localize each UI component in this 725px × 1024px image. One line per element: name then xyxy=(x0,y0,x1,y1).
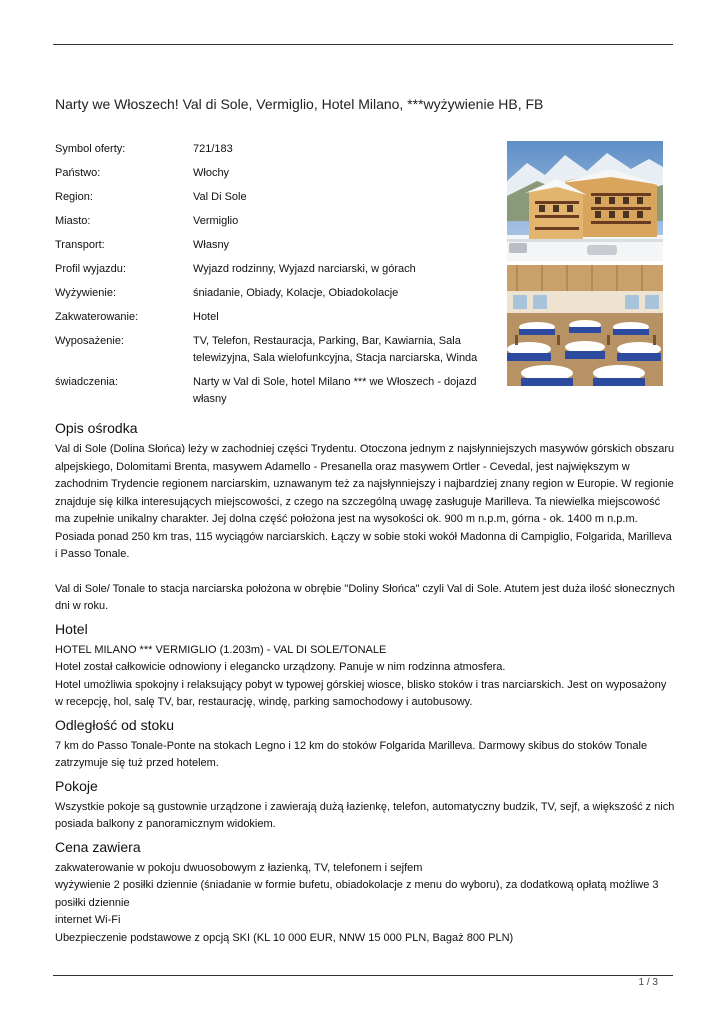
detail-label: Wyżywienie: xyxy=(55,287,117,299)
detail-label: Państwo: xyxy=(55,167,101,179)
detail-row-equipment xyxy=(55,333,485,374)
detail-label: Zakwaterowanie: xyxy=(55,311,139,323)
detail-value: Val Di Sole xyxy=(193,191,247,203)
detail-value: 721/183 xyxy=(193,143,233,155)
detail-value: śniadanie, Obiady, Kolacje, Obiadokolacje xyxy=(193,287,399,299)
price-item: zakwaterowanie w pokoju dwuosobowym z łazienką, TV, telefonem i sejfem xyxy=(55,861,423,874)
detail-row-services xyxy=(55,374,485,408)
detail-label: Transport: xyxy=(55,239,105,251)
section-heading-price-includes: Cena zawiera xyxy=(55,838,141,855)
main-content xyxy=(55,418,675,947)
detail-label: Miasto: xyxy=(55,215,91,227)
detail-row-accommodation xyxy=(55,309,485,333)
rooms-description: Wszystkie pokoje są gustownie urządzone i zawierają dużą łazienkę, telefon, automatyczny budzik, TV, sejf, a większość z nich posiada balkony z panoramicznym widokiem. xyxy=(55,800,675,830)
resort-description-extra: Val di Sole/ Tonale to stacja narciarska położona w obrębie "Doliny Słońca" czyli Val di Sole. Atutem jest duża ilość słonecznych dni w roku. xyxy=(55,582,675,612)
offer-details xyxy=(55,141,485,408)
detail-value: Włochy xyxy=(193,167,230,179)
resort-description: Val di Sole (Dolina Słońca) leży w zachodniej części Trydentu. Otoczona jednym z najsłynniejszych masywów górskich obszaru alpejskiego, Dolomitami Brenta, masywem Adamello - Presanella oraz masywem Ortler - Cevedal, jest największym w zachodnim Trydencie regionem narciarskim, uznawanym też za najsłynniejszy i najbardziej znany region w Europie. W regionie znajduje się kilka interesujących miejscowości, z czego na szczególną uwagę zasługuje Marilleva. Ta niewielka miejscowość ma zupełnie unikalny charakter. Jej dolna część położona jest na wysokości ok. 900 m n.p.m, górna - ok. 1400 m n.p.m. Posiada ponad 250 km tras, 115 wyciągów narciarskich. Łączy w sobie stoki wokół Madonna di Campiglio, Folgarida, Marilleva i Passo Tonale. xyxy=(55,443,675,560)
detail-row-country xyxy=(55,165,485,189)
detail-row-city xyxy=(55,213,485,237)
detail-value: Vermiglio xyxy=(193,215,239,227)
price-item: internet Wi-Fi xyxy=(55,914,121,926)
restaurant-interior-photo xyxy=(507,265,663,386)
detail-label: Wyposażenie: xyxy=(55,335,124,347)
detail-row-symbol xyxy=(55,141,485,165)
distance-description: 7 km do Passo Tonale-Ponte na stokach Legno i 12 km do stoków Folgarida Marilleva. Darmowy skibus do stoków Tonale zatrzymuje się tuż przed hotelem. xyxy=(55,739,648,769)
top-rule xyxy=(53,44,673,45)
detail-value: TV, Telefon, Restauracja, Parking, Bar, Kawiarnia, Sala telewizyjna, Sala wielofunkcyjna, Stacja narciarska, Winda xyxy=(193,335,478,364)
detail-label: Region: xyxy=(55,191,93,203)
section-heading-hotel: Hotel xyxy=(55,620,88,637)
hotel-exterior-photo xyxy=(507,141,663,261)
hotel-name-line: HOTEL MILANO *** VERMIGLIO (1.203m) - VAL DI SOLE/TONALE xyxy=(55,643,387,656)
page-title: Narty we Włoszech! Val di Sole, Vermiglio, Hotel Milano, ***wyżywienie HB, FB xyxy=(55,96,544,112)
price-item: Ubezpieczenie podstawowe z opcją SKI (KL 10 000 EUR, NNW 15 000 PLN, Bagaż 800 PLN) xyxy=(55,931,514,944)
detail-value: Narty w Val di Sole, hotel Milano *** we Włoszech - dojazd własny xyxy=(193,376,477,405)
detail-value: Własny xyxy=(193,239,230,251)
section-heading-rooms: Pokoje xyxy=(55,777,98,794)
bottom-rule xyxy=(53,975,673,976)
hotel-description-2: Hotel umożliwia spokojny i relaksujący pobyt w typowej górskiej wiosce, blisko stoków i tras narciarskich. Jest on wyposażony w recepcję, hol, salę TV, bar, restaurację, windę, parking samochodowy i autobusowy. xyxy=(55,678,667,708)
section-heading-distance: Odległość od stoku xyxy=(55,716,175,733)
detail-row-meals xyxy=(55,285,485,309)
detail-label: Symbol oferty: xyxy=(55,143,126,155)
section-heading-resort: Opis ośrodka xyxy=(55,420,138,436)
detail-value: Hotel xyxy=(193,311,219,323)
detail-value: Wyjazd rodzinny, Wyjazd narciarski, w górach xyxy=(193,263,416,275)
detail-row-region xyxy=(55,189,485,213)
detail-row-profile xyxy=(55,261,485,285)
price-item: wyżywienie 2 posiłki dziennie (śniadanie w formie bufetu, obiadokolacje z menu do wyboru), za dodatkową opłatą możliwe 3 posiłki dziennie xyxy=(55,879,659,909)
detail-row-transport xyxy=(55,237,485,261)
hotel-description-1: Hotel został całkowicie odnowiony i elegancko urządzony. Panuje w nim rodzinna atmosfera. xyxy=(55,661,506,673)
detail-label: świadczenia: xyxy=(55,376,118,388)
detail-label: Profil wyjazdu: xyxy=(55,263,126,275)
page-number: 1 / 3 xyxy=(638,977,658,988)
